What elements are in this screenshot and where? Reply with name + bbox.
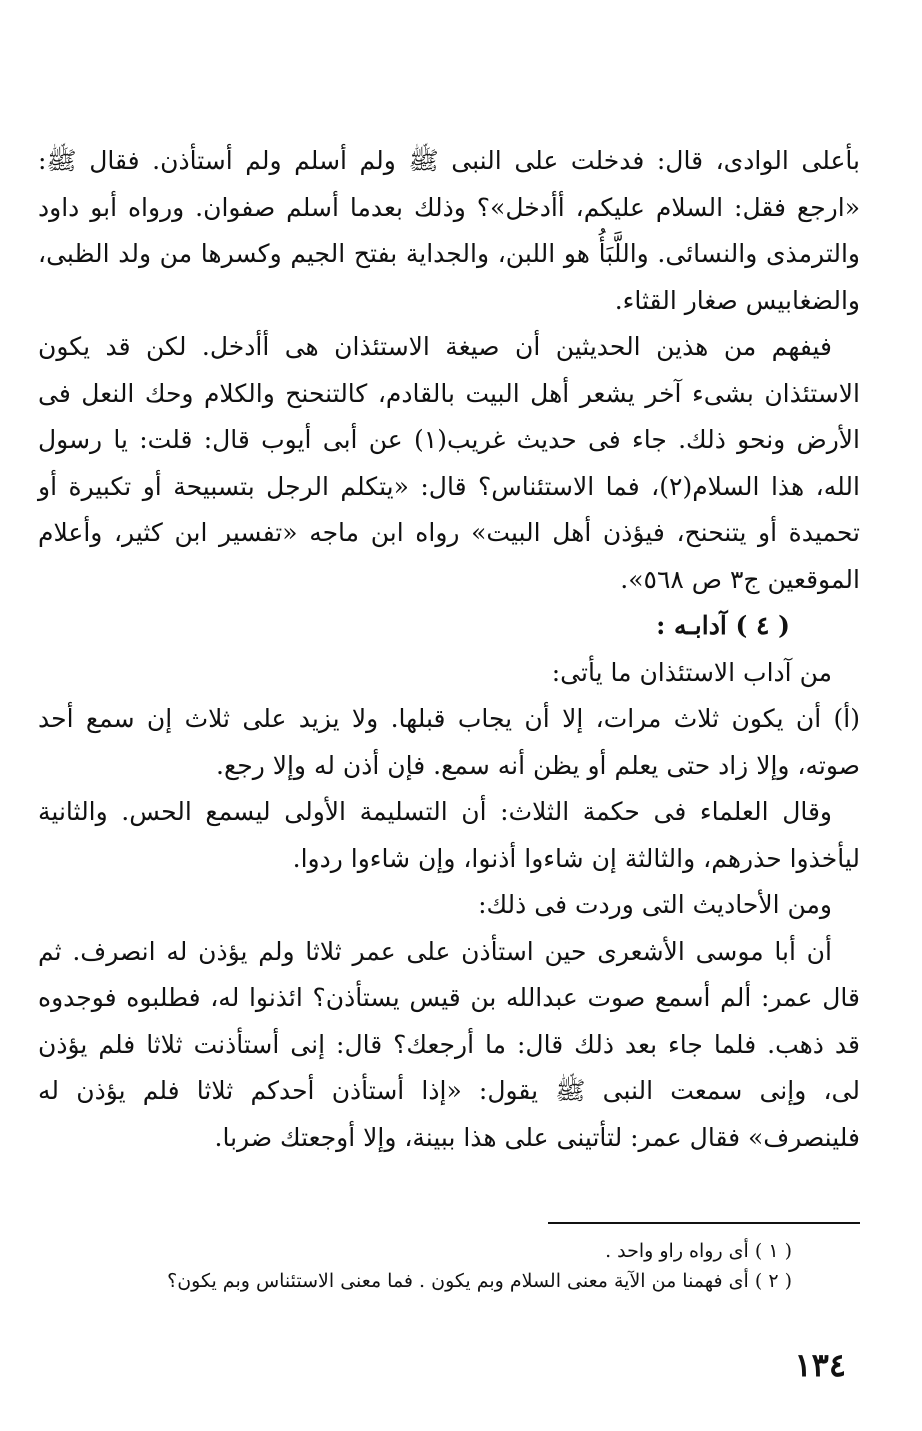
paragraph-1: بأعلى الوادى، قال: فدخلت على النبى ﷺ ولم أسلم ولم أستأذن. فقال ﷺ: «ارجع فقل: السلام عليكم، أأدخل»؟ وذلك بعدما أسلم صفوان. ورواه أبو داود والترمذى والنسائى. واللَّبَأُ هو اللبن، والجداية بفتح الجيم وكسرها من ولد الظبى، والضغابيس صغار القثاء. <box>38 146 860 315</box>
paragraph-7: أن أبا موسى الأشعرى حين استأذن على عمر ثلاثا ولم يؤذن له انصرف. ثم قال عمر: ألم أسمع صوت عبدالله بن قيس يستأذن؟ ائذنوا له، فطلبوه فوجدوه قد ذهب. فلما جاء بعد ذلك قال: ما أرجعك؟ قال: إنى أستأذنت ثلاثا فلم يؤذن لى، وإنى سمعت النبى ﷺ يقول: «إذا أستأذن أحدكم ثلاثا فلم يؤذن له فلينصرف» فقال عمر: لتأتينى على هذا ببينة، وإلا أوجعتك ضربا. <box>38 936 860 1152</box>
paragraph-3: من آداب الاستئذان ما يأتى: <box>551 657 832 687</box>
footnote-2: ( ٢ ) أى فهمنا من الآية معنى السلام وبم يكون . فما معنى الاستئناس وبم يكون؟ <box>167 1270 792 1292</box>
paragraph-5: وقال العلماء فى حكمة الثلاث: أن التسليمة الأولى ليسمع الحس. والثانية ليأخذوا حذرهم، والثالثة إن شاءوا أذنوا، وإن شاءوا ردوا. <box>38 797 860 873</box>
footnote-1: ( ١ ) أى رواه راو واحد . <box>605 1240 792 1262</box>
page-number: ١٣٤ <box>794 1346 846 1384</box>
footnote-divider <box>548 1222 860 1224</box>
paragraph-6: ومن الأحاديث التى وردت فى ذلك: <box>478 890 832 919</box>
paragraph-4: (أ) أن يكون ثلاث مرات، إلا أن يجاب قبلها. ولا يزيد على ثلاث إن سمع أحد صوته، وإلا زاد حتى يعلم أو يظن أنه سمع. فإن أذن له وإلا رجع. <box>38 704 860 780</box>
footnotes <box>38 1236 792 1296</box>
page-body <box>38 138 860 1161</box>
section-heading: ( ٤ ) آدابـه : <box>656 611 790 640</box>
paragraph-2: فيفهم من هذين الحديثين أن صيغة الاستئذان هى أأدخل. لكن قد يكون الاستئذان بشىء آخر يشعر أهل البيت بالقادم، كالتنحنح والكلام وحك النعل فى الأرض ونحو ذلك. جاء فى حديث غريب(١) عن أبى أيوب قال: قلت: يا رسول الله، هذا السلام(٢)، فما الاستئناس؟ قال: «يتكلم الرجل بتسبيحة أو تكبيرة أو تحميدة أو يتنحنح، فيؤذن أهل البيت» رواه ابن ماجه «تفسير ابن كثير، وأعلام الموقعين ج٣ ص ٥٦٨». <box>38 332 861 594</box>
